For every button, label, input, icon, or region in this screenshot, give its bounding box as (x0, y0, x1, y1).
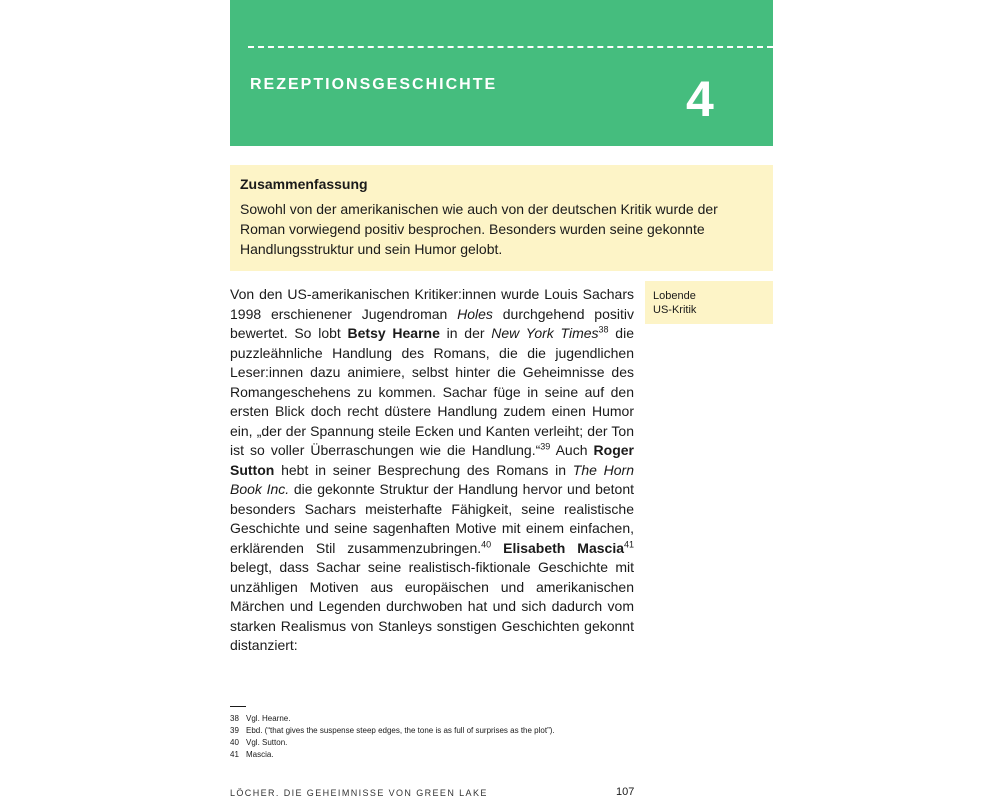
margin-note-line: US-Kritik (653, 304, 697, 316)
body-text-segment (491, 540, 503, 556)
margin-note-line: Lobende (653, 290, 696, 302)
footnotes (230, 713, 730, 761)
body-text-segment: Von den US-amerikanischen Kritiker:innen wurde Louis Sachars 1998 erschienener Jugendroman (230, 286, 634, 322)
body-text-segment: durchgehend positiv bewertet. So lobt (230, 305, 634, 341)
summary-text: Sowohl von der amerikanischen wie auch von der deutschen Kritik wurde der Roman vorwiegend positiv besprochen. Besonders wurden seine gekonnte Handlungsstruktur und sein Humor gelobt. (240, 201, 718, 257)
footnote-item (230, 713, 730, 725)
critic-name-hearne: Betsy Hearne (347, 325, 440, 341)
book-title-holes: Holes (457, 305, 493, 322)
footnote-rule (230, 706, 246, 707)
footnote-item (230, 725, 730, 737)
critic-name-mascia: Elisabeth Mascia (503, 539, 624, 556)
footnote-item (230, 737, 730, 749)
body-text-segment: Auch (550, 442, 594, 458)
footnote-ref-41: 41 (624, 538, 635, 549)
body-text-segment: hebt in seiner Besprechung des Romans in (274, 461, 573, 478)
chapter-title: REZEPTIONSGESCHICHTE (250, 76, 498, 93)
body-text-segment: die puzzleähnliche Handlung des Romans, die die jugendlichen Leser:innen dazu animiere, selbst hinter die Geheimnisse des Romangeschehens zu kommen. Sachar füge in seine auf den ersten Blick doch recht düstere Handlung zudem einen Humor ein, „der der Spannung steile Ecken und Kanten verleiht; der Ton ist so voller Überraschungen wie die Handlung.“ (230, 325, 634, 458)
chapter-header (230, 0, 773, 146)
critic-name-sutton: Roger Sutton (230, 442, 634, 478)
footnote-text: Vgl. Hearne. (246, 714, 291, 723)
summary-box (230, 165, 773, 271)
body-text-segment: belegt, dass Sachar seine realistisch-fiktionale Geschichte mit unzähligen Motiven aus europäischen und amerikanischen Märchen und Legenden durchwoben hat und sich dadurch vom starken Realismus von Stanleys sonstigen Geschichten gekonnt distanziert: (230, 559, 634, 653)
footnote-number: 38 (230, 714, 239, 723)
footnote-text: Mascia. (246, 750, 274, 759)
footnote-number: 39 (230, 726, 239, 735)
footnote-ref-38: 38 (598, 324, 609, 335)
body-paragraph (230, 285, 634, 656)
publication-horn-book: The Horn Book Inc. (230, 461, 635, 497)
footnote-ref-39: 39 (540, 441, 551, 452)
chapter-number: 4 (686, 71, 714, 127)
dashed-divider (248, 46, 773, 48)
footnote-number: 41 (230, 750, 239, 759)
body-text-segment: die gekonnte Struktur der Handlung hervor und betont besonders Sachars meisterhafte Fähigkeit, seine realistische Geschichte und seine sagenhaften Motive mit einem einfachen, erklärenden Stil zusammenzubringen. (230, 481, 634, 556)
footnote-text: Vgl. Sutton. (246, 738, 288, 747)
body-text-segment: in der (439, 325, 492, 341)
footnote-number: 40 (230, 738, 239, 747)
footnote-ref-40: 40 (481, 538, 492, 549)
running-footer-title: LÖCHER. DIE GEHEIMNISSE VON GREEN LAKE (230, 788, 488, 798)
publication-nyt: New York Times (491, 325, 599, 341)
page-number: 107 (616, 786, 635, 798)
summary-heading: Zusammenfassung (240, 176, 368, 192)
footnote-text: Ebd. (“that gives the suspense steep edges, the tone is as full of surprises as the plot”). (246, 726, 555, 735)
margin-note (645, 281, 773, 324)
footnote-item (230, 749, 730, 761)
